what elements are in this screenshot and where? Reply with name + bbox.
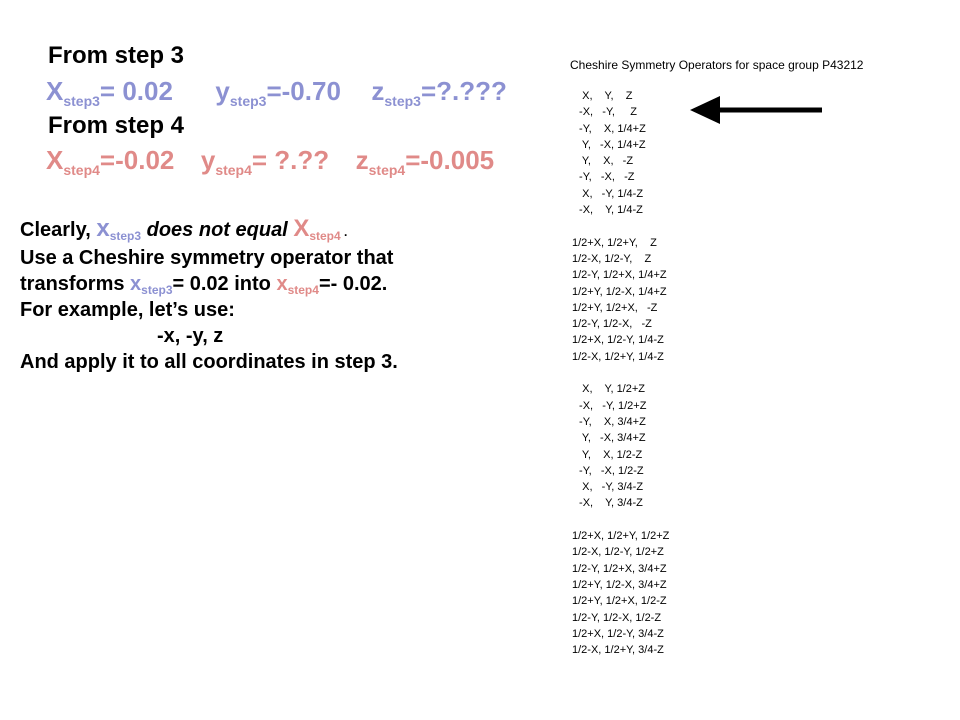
operator-line: X, Y, Z [576,90,633,102]
step3-z: $z_{step3}=$?.??? [371,76,507,109]
operator-line: -X, Y, 3/4-Z [576,497,643,510]
operators-list [572,88,670,658]
operator-line: 1/2-X, 1/2+Y, 3/4-Z [572,644,664,657]
group-spacer [576,512,669,528]
operator-line: X, -Y, 1/4-Z [576,187,644,200]
pointer-arrow-icon [686,90,826,130]
operator-line: 1/2+X, 1/2+Y, 1/2+Z [572,530,670,543]
step4-y: $y_{step4}=$ ?.?? [200,145,330,178]
operator-line: -X, -Y, Z [576,106,637,119]
operator-line: 1/2-Y, 1/2+X, 3/4+Z [572,562,667,575]
explanation-line-4: For example, let’s use: [20,299,235,321]
step4-coordinates [46,145,494,176]
arrow-head [690,96,720,124]
explanation-line-3: transforms $x_{step3}= 0.02$ into $x_{step4}=-$ 0.02. [20,273,388,297]
explanation-line-2: Use a Cheshire symmetry operator that [20,247,394,269]
operator-line: -Y, X, 3/4+Z [576,415,646,428]
operator-line: 1/2-Y, 1/2-X, 1/2-Z [572,611,662,624]
operator-line: 1/2-Y, 1/2+X, 1/4+Z [572,269,667,282]
step3-coordinates [46,76,507,107]
operator-line: 1/2-X, 1/2-Y, 1/2+Z [572,546,664,559]
explanation-line-1: Clearly, $x_{step3}$ does not equal $X_{step4}$ . [20,215,348,243]
group-spacer [576,365,669,381]
operator-line: Y, -X, 1/4+Z [576,138,646,151]
operator-line: Y, -X, 3/4+Z [576,432,646,445]
step4-x: $X_{step4}=-0.02$ [46,145,175,178]
step3-y: $y_{step3}=-0.70$ [215,76,341,109]
step3-x: $X_{step3}= 0.02$ [46,76,173,109]
operator-line: Y, X, -Z [576,155,634,168]
operator-line: 1/2-X, 1/2-Y, Z [572,252,652,265]
operator-line: 1/2-Y, 1/2-X, -Z [572,318,652,331]
operator-group [572,235,669,365]
operator-group [576,381,669,511]
operator-line: 1/2+Y, 1/2+X, 1/2-Z [572,595,667,608]
step4-heading: From step 4 [48,112,185,139]
operator-line: X, -Y, 3/4-Z [576,481,644,494]
operator-line: 1/2+Y, 1/2+X, -Z [572,301,658,314]
example-operator: -x, -y, z [157,325,224,347]
operator-line: 1/2+Y, 1/2-X, 1/4+Z [572,285,667,298]
operator-line: 1/2+X, 1/2-Y, 3/4-Z [572,627,664,640]
explanation-line-6: And apply it to all coordinates in step 3. [20,351,398,373]
operator-group [576,88,669,218]
operator-line: 1/2+X, 1/2-Y, 1/4-Z [572,334,664,347]
operator-line: 1/2-X, 1/2+Y, 1/4-Z [572,350,664,363]
operator-line: -Y, X, 1/4+Z [576,122,646,135]
operator-group [572,528,669,658]
step4-z: $z_{step4}=-0.005$ [355,145,495,178]
operator-line: -Y, -X, 1/2-Z [576,464,644,477]
operator-line: 1/2+Y, 1/2-X, 3/4+Z [572,578,667,591]
operator-line: Y, X, 1/2-Z [576,448,643,461]
operator-line: -Y, -X, -Z [576,171,635,184]
explanation-block [20,216,398,375]
operator-line: 1/2+X, 1/2+Y, Z [572,236,657,249]
operator-line: -X, -Y, 1/2+Z [576,399,647,412]
group-spacer [576,218,669,234]
operators-title: Cheshire Symmetry Operators for space group P43212 [570,58,864,72]
step3-heading: From step 3 [48,42,185,69]
operator-line: X, Y, 1/2+Z [576,383,645,396]
operator-line: -X, Y, 1/4-Z [576,204,643,217]
